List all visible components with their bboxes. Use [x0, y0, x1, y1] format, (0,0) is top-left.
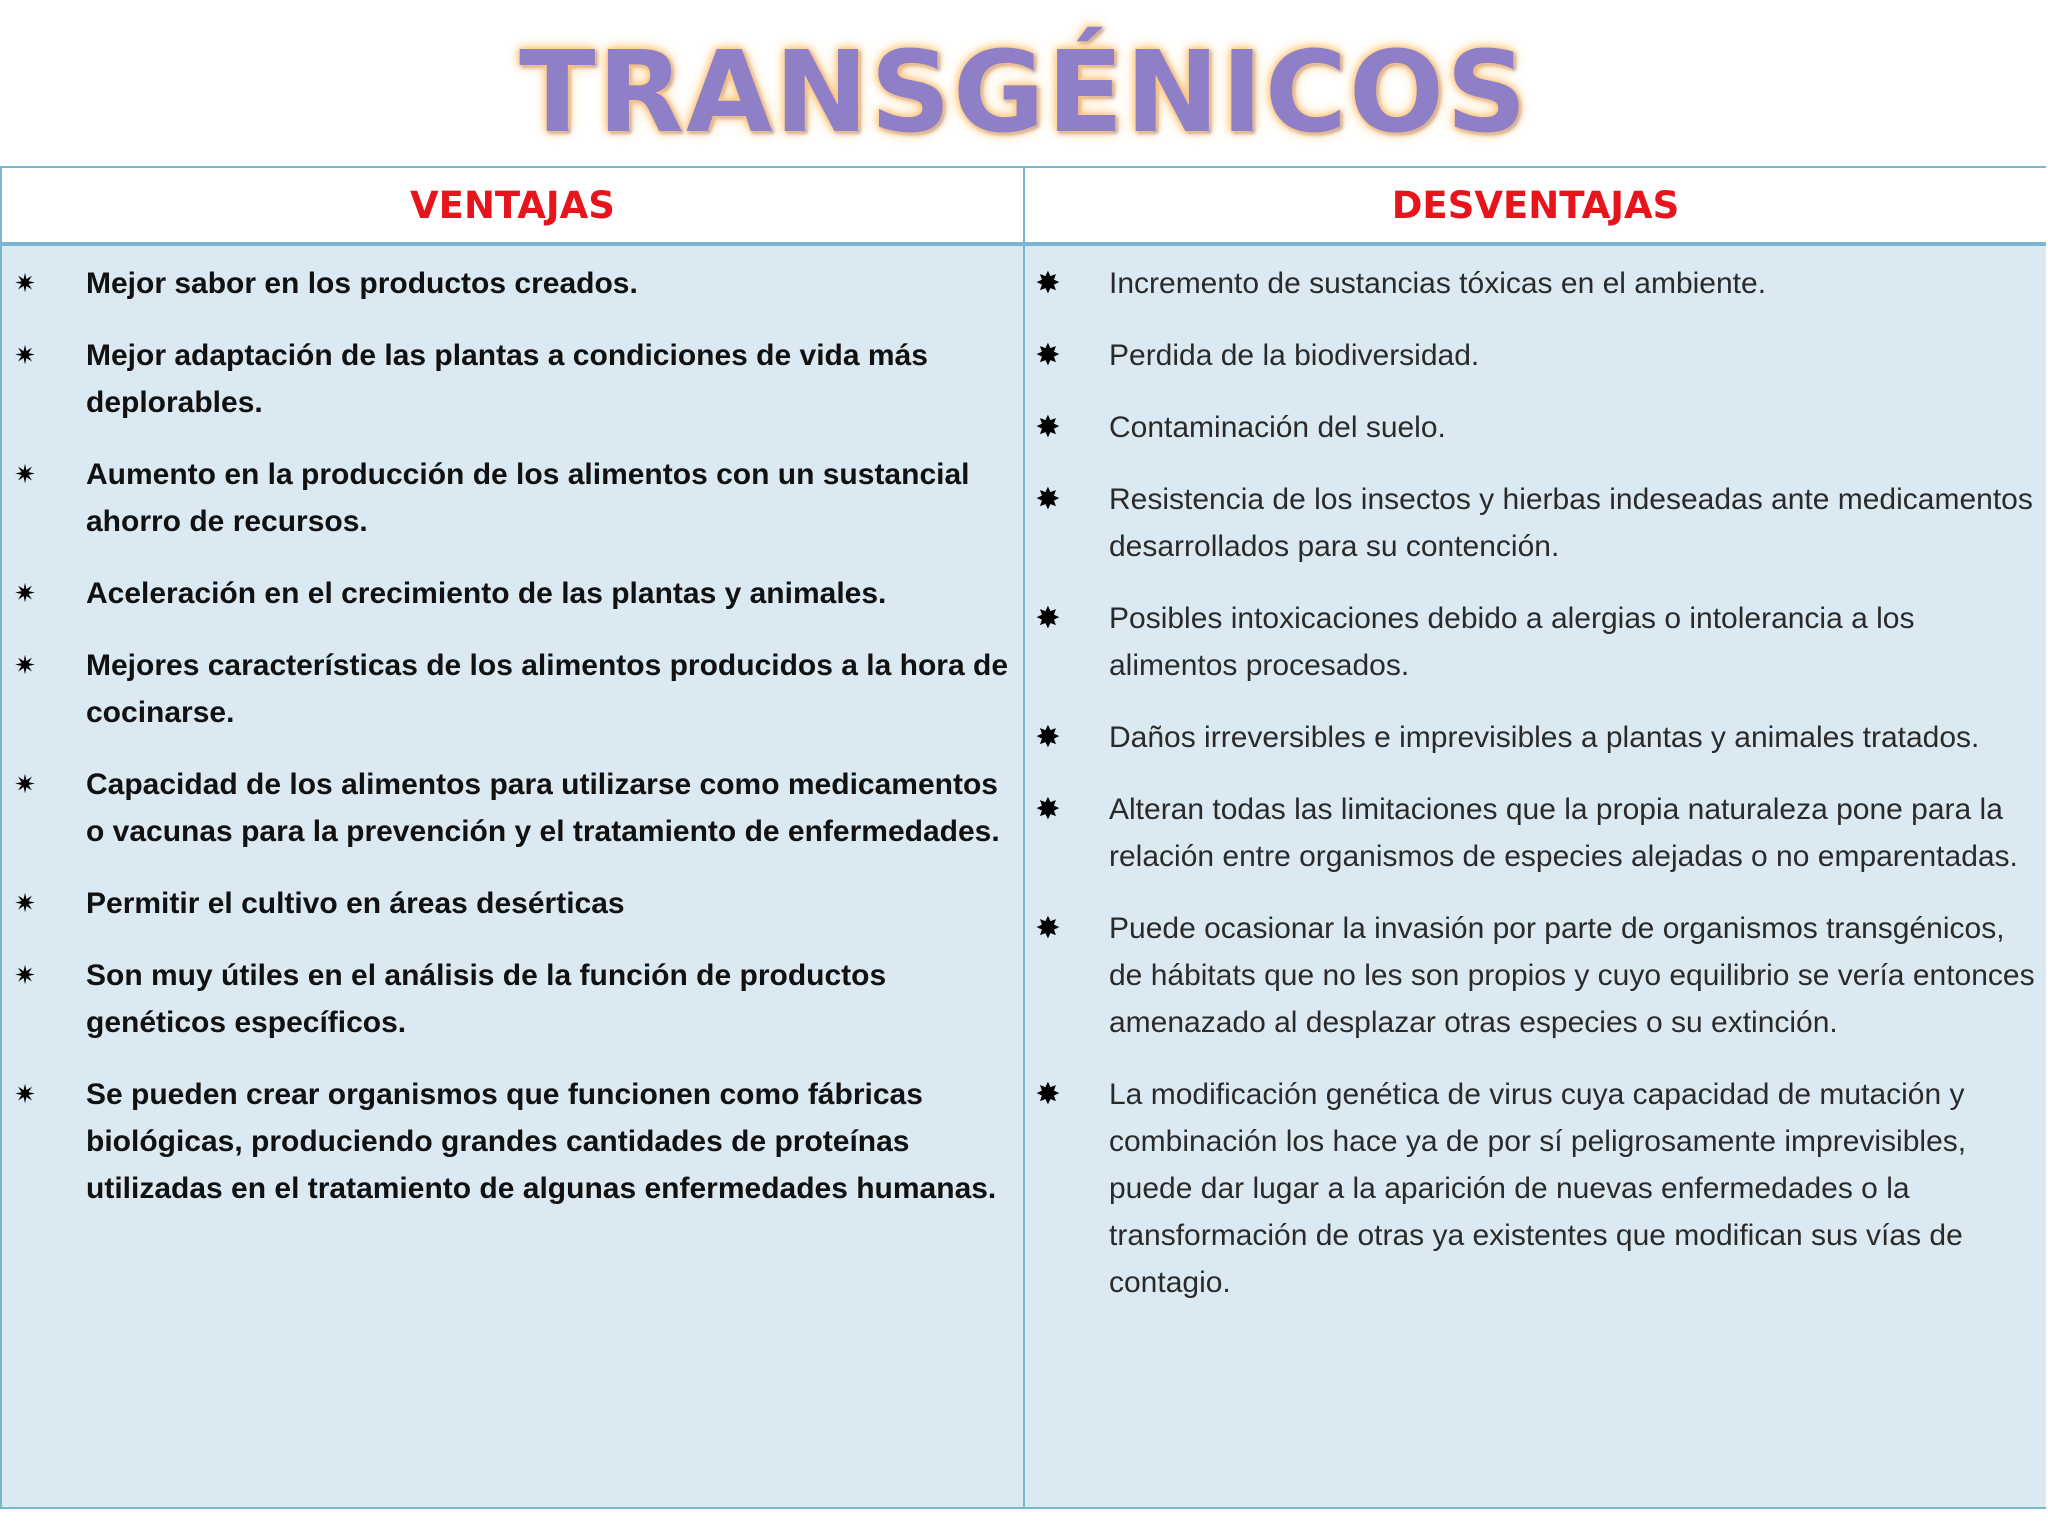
comparison-table — [0, 166, 2046, 1509]
ventaja-item: ✷ Mejor adaptación de las plantas a condiciones de vida más deplorables. — [2, 332, 1023, 426]
ventaja-item: ✷ Son muy útiles en el análisis de la función de productos genéticos específicos. — [2, 952, 1023, 1046]
star-burst-icon: ✷ — [14, 1079, 36, 1109]
star-burst-icon: ✷ — [14, 340, 36, 370]
star-burst-icon: ✸ — [1035, 721, 1061, 754]
star-burst-icon: ✸ — [1035, 411, 1061, 444]
star-burst-icon: ✷ — [14, 650, 36, 680]
desventaja-item: ✸ Daños irreversibles e imprevisibles a plantas y animales tratados. — [1025, 714, 2046, 761]
slide-title: TRANSGÉNICOS — [519, 28, 1529, 158]
star-burst-icon: ✷ — [14, 268, 36, 298]
ventajas-list — [2, 246, 1025, 1507]
star-burst-icon: ✷ — [14, 769, 36, 799]
ventaja-item: ✷ Aceleración en el crecimiento de las plantas y animales. — [2, 570, 1023, 617]
star-burst-icon: ✷ — [14, 888, 36, 918]
star-burst-icon: ✷ — [14, 459, 36, 489]
desventaja-item: ✸ Posibles intoxicaciones debido a alergias o intolerancia a los alimentos procesados. — [1025, 595, 2046, 689]
desventaja-item: ✸ Perdida de la biodiversidad. — [1025, 332, 2046, 379]
desventaja-item: ✸ Resistencia de los insectos y hierbas indeseadas ante medicamentos desarrollados para su contención. — [1025, 476, 2046, 570]
desventajas-list — [1025, 246, 2046, 1507]
desventaja-item: ✸ Contaminación del suelo. — [1025, 404, 2046, 451]
desventaja-item: ✸ Incremento de sustancias tóxicas en el ambiente. — [1025, 260, 2046, 307]
ventaja-item: ✷ Se pueden crear organismos que funcionen como fábricas biológicas, produciendo grandes cantidades de proteínas utilizadas en el tratamiento de algunas enfermedades humanas. — [2, 1071, 1023, 1212]
star-burst-icon: ✸ — [1035, 793, 1061, 826]
ventaja-item: ✷ Mejores características de los alimentos producidos a la hora de cocinarse. — [2, 642, 1023, 736]
desventaja-item: ✸ Alteran todas las limitaciones que la propia naturaleza pone para la relación entre organismos de especies alejadas o no emparentadas. — [1025, 786, 2046, 880]
star-burst-icon: ✸ — [1035, 1078, 1061, 1111]
header-desventajas: DESVENTAJAS — [1025, 168, 2046, 246]
star-burst-icon: ✸ — [1035, 602, 1061, 635]
ventaja-item: ✷ Capacidad de los alimentos para utilizarse como medicamentos o vacunas para la prevención y el tratamiento de enfermedades. — [2, 761, 1023, 855]
header-ventajas: VENTAJAS — [2, 168, 1025, 246]
star-burst-icon: ✸ — [1035, 483, 1061, 516]
desventaja-item: ✸ Puede ocasionar la invasión por parte de organismos transgénicos, de hábitats que no les son propios y cuyo equilibrio se vería entonces amenazado al desplazar otras especies o su extinción. — [1025, 905, 2046, 1046]
ventaja-item: ✷ Aumento en la producción de los alimentos con un sustancial ahorro de recursos. — [2, 451, 1023, 545]
ventaja-item: ✷ Mejor sabor en los productos creados. — [2, 260, 1023, 307]
desventaja-item: ✸ La modificación genética de virus cuya capacidad de mutación y combinación los hace ya de por sí peligrosamente imprevisibles, puede dar lugar a la aparición de nuevas enfermedades o la transformación de otras ya existentes que modifican sus vías de contagio. — [1025, 1071, 2046, 1306]
star-burst-icon: ✸ — [1035, 267, 1061, 300]
star-burst-icon: ✷ — [14, 960, 36, 990]
ventaja-item: ✷ Permitir el cultivo en áreas desérticas — [2, 880, 1023, 927]
star-burst-icon: ✸ — [1035, 912, 1061, 945]
star-burst-icon: ✷ — [14, 578, 36, 608]
star-burst-icon: ✸ — [1035, 339, 1061, 372]
